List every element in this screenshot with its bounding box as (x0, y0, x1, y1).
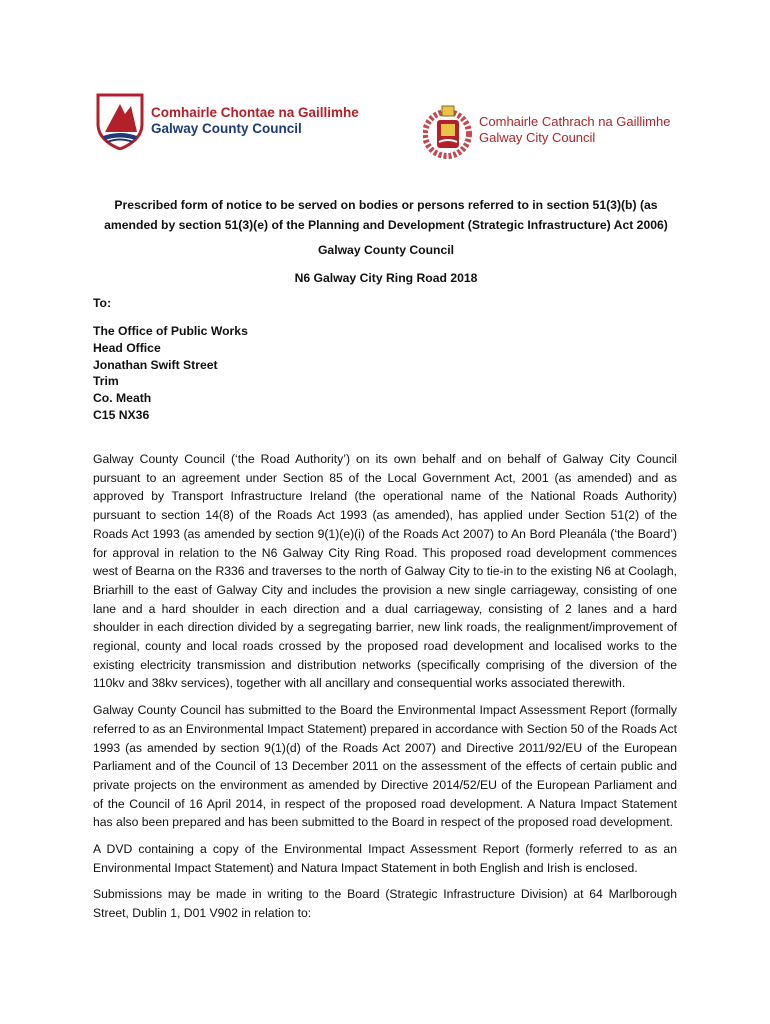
address-line: The Office of Public Works (93, 324, 248, 338)
city-crest-icon (423, 100, 475, 160)
address-line: Head Office (93, 340, 161, 355)
body-paragraph: Submissions may be made in writing to the Board (Strategic Infrastructure Division) at 64 Marlborough Street, Dublin 1, D01 V902 in relation to: (93, 887, 677, 921)
galway-city-council-logo (423, 100, 670, 160)
body-paragraph: A DVD containing a copy of the Environmental Impact Assessment Report (formerly referred to as an Environmental Impact Statement) and Natura Impact Statement in both English and Irish is enclosed. (93, 842, 677, 875)
body-paragraph: Galway County Council (‘the Road Authority’) on its own behalf and on behalf of Galway City Council pursuant to an agreement under Section 85 of the Local Government Act, 2001 (as amended) and as approved by Transport Infrastructure Ireland (the operational name of the National Roads Authority) pursuant to section 14(8) of the Roads Act 1993 (as amended), has applied under Section 51(2) of the Roads Act 1993 (as amended by section 9(1)(e)(i) of the Roads Act 2007) to An Bord Pleanála (‘the Board’) for approval in relation to the N6 Galway City Ring Road. This proposed road development commences west of Bearna on the R336 and traverses to the north of Galway City to tie-in to the existing N6 at Coolagh, Briarhill to the east of Galway City and includes the provision a new single carriageway, consisting of one lane and a hard shoulder in each direction and a dual carriageway, consisting of 2 lanes and a hard shoulder in each direction divided by a segregating barrier, new link roads, the realignment/improvement of regional, county and local roads crossed by the proposed road development and localised works to the existing electricity transmission and distribution networks (specifically comprising of the diversion of the 110kv and 38kv services), together with all ancillary and consequential works associated therewith. (93, 452, 677, 691)
body-paragraph: Galway County Council has submitted to the Board the Environmental Impact Assessment Report (formally referred to as an Environmental Impact Statement) prepared in accordance with Section 50 of the Roads Act 1993 (as amended by section 9(1)(d) of the Roads Act 2007) and Directive 2011/92/EU of the European Parliament and of the Council of 13 December 2011 on the assessment of the effects of certain public and private projects on the environment as amended by Directive 2014/52/EU of the European Parliament and of the Council of 16 April 2014, in respect of the proposed road development. A Natura Impact Statement has also been prepared and has been submitted to the Board in respect of the proposed road development. (93, 703, 677, 830)
address-line: Co. Meath (93, 391, 152, 406)
address-line: C15 NX36 (93, 407, 150, 422)
address-line: Trim (93, 374, 119, 389)
county-name-english: Galway County Council (151, 121, 302, 136)
recipient-address (93, 323, 248, 424)
city-name-english: Galway City Council (479, 130, 596, 145)
city-name-irish: Comhairle Cathrach na Gaillimhe (479, 114, 671, 129)
county-name-irish: Comhairle Chontae na Gaillimhe (151, 105, 359, 120)
county-crest-icon (95, 92, 145, 150)
to-label: To: (93, 296, 112, 310)
notice-body (93, 450, 677, 931)
document-title: Prescribed form of notice to be served on bodies or persons referred to in section 51(3)(b) (as amended by section 51(3)(e) of the Planning and Development (Strategic Infrastructure) Act 2006) (104, 198, 668, 232)
project-heading: N6 Galway City Ring Road 2018 (294, 271, 478, 285)
authority-heading: Galway County Council (317, 243, 455, 257)
galway-county-council-logo (95, 92, 359, 150)
address-line: Jonathan Swift Street (93, 357, 218, 372)
